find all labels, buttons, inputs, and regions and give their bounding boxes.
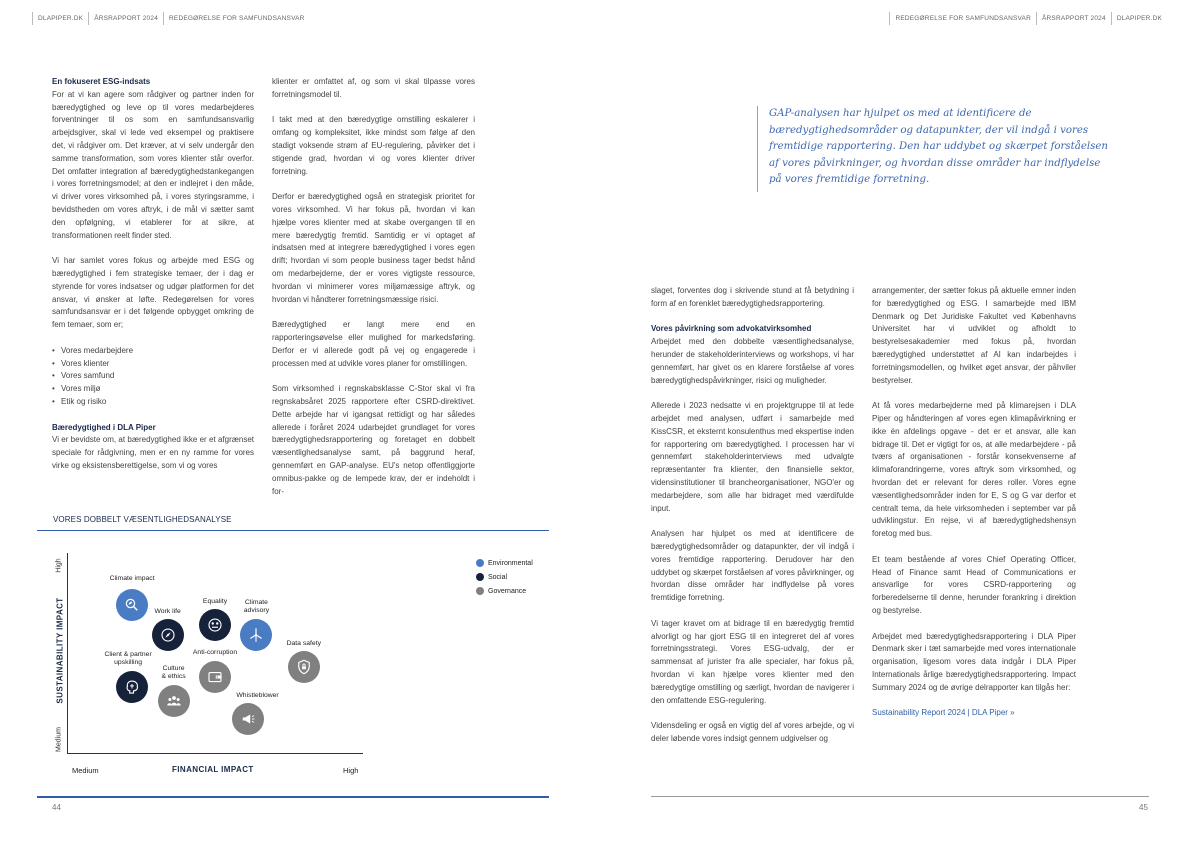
header-link-site[interactable]: DLAPIPER.DK (1111, 12, 1167, 25)
header-link-section[interactable]: REDEGØRELSE FOR SAMFUNDSANSVAR (163, 12, 310, 25)
paragraph: Arbejdet med bæredygtighedsrapportering i DLA Piper Denmark sker i tæt samarbejde med vores internationale organisation, ligesom vores data indgår i DLA Piper Internationals årlige bæredygtighedsrapportering. Impact Summary 2024 og de øvrige delrapporter kan tilgås her: (872, 631, 1076, 692)
data-point-culture-ethics (158, 685, 190, 717)
text-column-1 (52, 76, 254, 486)
paragraph: Derfor er bæredygtighed også en strategisk prioritet for vores virksomhed. Vi har fokus på, hvordan vi kan hjælpe vores klienter med at skabe overgangen til en mere bæredygtig fremtid. Samtidig er vi optaget af indsatsen med at integrere bæredygtighed i vores egen drift; hvordan vi som people business tager bedst hånd om medarbejderne, der er vores vigtigste ressource, hvordan vi minimerer vores miljømæssige aftryk, og hvordan vi håndterer forretningsmæssige risici. (272, 192, 475, 304)
paragraph: klienter er omfattet af, og som vi skal tilpasse vores forretningsmodel til. (272, 77, 475, 99)
section-heading: Vores påvirkning som advokatvirksomhed (651, 324, 812, 334)
section-heading: Bæredygtighed i DLA Piper (52, 422, 156, 432)
header-link-report[interactable]: ÅRSRAPPORT 2024 (88, 12, 163, 25)
page-number-right: 45 (1139, 803, 1148, 812)
wind-turbine-icon (247, 626, 265, 644)
paragraph: Som virksomhed i regnskabsklasse C-Stor skal vi fra regnskabsåret 2025 rapportere efter CSRD-direktivet. Dette arbejde har vi igangsat rettidigt og har således allerede i foråret 2024 udarbejdet grundlaget for vores bæredygtighedsrapportering og foretaget en dobbelt væsentlighedsanalyse samt, på baggrund heraf, gennemført en GAP-analyse. EU's netop offentliggjorte omnibus-pakke og de lempede krav, der er indeholdt i for- (272, 384, 475, 496)
pull-quote: GAP-analysen har hjulpet os med at identificere de bæredygtighedsområder og datapunkter, der vil indgå i vores fremtidige rapportering. Den har uddybet og skærpet forståelsen af vores påvirkninger, og hvordan disse områder har indflydelse på vores fremtidige forretning. (757, 106, 1113, 192)
header-nav-right (889, 12, 1167, 25)
list-item: • Vores samfund (52, 370, 254, 383)
theme-list (52, 345, 254, 409)
paragraph: Arbejdet med den dobbelte væsentlighedsanalyse, herunder de stakeholderinterviews og workshops, vi har gennemført, har givet os en klarere forståelse af vores bæredygtighedspåvirkninger, risici og muligheder. (651, 337, 854, 385)
chart-divider (37, 530, 549, 531)
data-label: Culture & ethics (161, 665, 186, 680)
paragraph: At få vores medarbejderne med på klimarejsen i DLA Piper og håndteringen af vores egen klimapåvirkning er ikke én afdelings opgave - det er et ansvar, alle kan bidrage til. Det er vigtigt for os, at alle medarbejdere - på tværs af organisationen - forstår konsekvenserne af klimaforandringerne, vores aftryk som virksomhed, og hvordan det er relevant for deres roller. Vores egne væsentlighedsområder inden for E, S og G var derfor et centralt tema, da hele virksomheden i september var på udviklingstur. En rejse, vi af bæredygtighedshensyn foretog med bus. (872, 401, 1076, 539)
text-column-2 (272, 76, 475, 511)
legend-swatch (476, 573, 484, 581)
paragraph: Allerede i 2023 nedsatte vi en projektgruppe til at lede arbejdet med analysen, udført i samarbejde med KissCSR, et eksternt konsulenthus med ekspertise inden for rapportering om bæredygtighed. I processen har vi gennemført stakeholderinterviews med udvalgte repræsentanter fra klienter, den finansielle sektor, vidensinstitutioner til brancheorganisationer, NGO'er og medarbejdere, som alle har bidraget med værdifulde input. (651, 401, 854, 513)
data-point-equality (199, 609, 231, 641)
data-label: Climate advisory (243, 599, 270, 614)
data-point-client-partner-upskilling (116, 671, 148, 703)
data-label: Client & partner upskilling (104, 651, 152, 666)
data-point-work-life (152, 619, 184, 651)
text-column-3 (651, 285, 854, 758)
compass-icon (159, 626, 177, 644)
data-label: Work life (154, 608, 181, 615)
page-number-left: 44 (52, 803, 61, 812)
list-item: • Vores miljø (52, 383, 254, 396)
legend-item-social (476, 570, 533, 584)
data-label: Climate impact (109, 575, 155, 582)
header-link-site[interactable]: DLAPIPER.DK (32, 12, 88, 25)
paragraph: Vi tager kravet om at bidrage til en bæredygtig fremtid alvorligt og har gjort ESG til en integreret del af vores forretningsstrategi. Vores ESG-udvalg, der er sammensat af jurister fra alle specialer, har fokus på, hvordan vi kan hjælpe vores klienter med den bæredygtige omstilling og særligt, hvordan de navigerer i den omfattende ESG-regulering. (651, 618, 854, 705)
paragraph: Vidensdeling er også en vigtig del af vores arbejde, og vi deler løbende vores indsigt gennem udgivelser og (651, 721, 854, 743)
paragraph: For at vi kan agere som rådgiver og partner inden for bæredygtighed og leve op til vores medarbejderes forventninger til os som en samfundsansvarlig arbejdsgiver, skal vi lede ved eksempel og praktisere det, vi rådgiver om. Det kræver, at vi selv undergår den samme transformation, som vores klienter står overfor. Det omfatter integration af bæredygtighedstankegangen i vores forretningsmodel; at den er indlejret i den måde, vi driver vores virksomhed på, i vores styringsramme, i bevidstheden om vores aftryk, i de mål vi sætter samt den opfølgning, vi etablerer for at sikre, at transformationen reelt finder sted. (52, 89, 254, 240)
header-nav-left (32, 12, 310, 25)
brain-icon (123, 678, 141, 696)
header-link-report[interactable]: ÅRSRAPPORT 2024 (1036, 12, 1111, 25)
data-label: Data safety (286, 640, 321, 647)
legend-swatch (476, 559, 484, 567)
legend-label: Social (488, 573, 508, 581)
paragraph: Bæredygtighed er langt mere end en rapporteringsøvelse eller mulighed for markedsføring. Derfor er vi allerede godt på vej og engagerede i processen med at udvikle vores planer for omstillingen. (272, 320, 475, 368)
y-axis-line (67, 553, 68, 753)
chart-title: VORES DOBBELT VÆSENTLIGHEDSANALYSE (53, 515, 232, 524)
shield-lock-icon (295, 658, 313, 676)
data-point-anti-corruption (199, 661, 231, 693)
megaphone-icon (239, 710, 257, 728)
paragraph: Vi er bevidste om, at bæredygtighed ikke er et afgrænset speciale for rådgivning, men er en ny ramme for vores virke og eksistensberettigelse, som vi og vores (52, 435, 254, 470)
data-point-whistleblower (232, 703, 264, 735)
section-heading: En fokuseret ESG-indsats (52, 77, 151, 86)
equality-icon (206, 616, 224, 634)
legend-label: Governance (488, 587, 527, 595)
data-point-climate-impact (116, 589, 148, 621)
paragraph: Vi har samlet vores fokus og arbejde med ESG og bæredygtighed i fem strategiske temaer, der i dag er styrende for vores indsatser og udgør platformen for det ansvar, vi ønsker at løfte. Redegørelsen for vores samfundsansvar er i det følgende opbygget omkring de fem temaer, som er; (52, 256, 254, 330)
people-icon (165, 692, 183, 710)
legend-swatch (476, 587, 484, 595)
list-item: • Etik og risiko (52, 396, 254, 409)
x-axis-label: FINANCIAL IMPACT (172, 765, 254, 774)
y-tick-label: High (55, 558, 63, 573)
paragraph: I takt med at den bæredygtige omstilling eskalerer i omfang og kompleksitet, ikke mindst som følge af den stadigt voksende strøm af EU-regulering, påvirker det i stigende grad, hvordan vi og vores klienter driver forretning. (272, 115, 475, 176)
x-tick-label: Medium (72, 766, 99, 775)
header-link-section[interactable]: REDEGØRELSE FOR SAMFUNDSANSVAR (889, 12, 1036, 25)
paragraph: slaget, forventes dog i skrivende stund at få betydning i form af en forenklet bæredygtighedsrapportering. (651, 286, 854, 308)
data-point-data-safety (288, 651, 320, 683)
data-label: Whistleblower (236, 692, 279, 699)
y-tick-label: Medium (55, 727, 63, 752)
x-tick-label: High (343, 766, 359, 775)
list-item: • Vores medarbejdere (52, 345, 254, 358)
chart-legend (476, 556, 533, 598)
sustainability-report-link[interactable]: Sustainability Report 2024 | DLA Piper » (872, 708, 1015, 718)
page-footer-rule-right (651, 796, 1149, 797)
legend-label: Environmental (488, 559, 533, 567)
list-item: • Vores klienter (52, 358, 254, 371)
legend-item-governance (476, 584, 533, 598)
x-axis-line (67, 753, 363, 754)
leaf-search-icon (123, 596, 141, 614)
data-point-climate-advisory (240, 619, 272, 651)
text-column-4 (872, 285, 1076, 733)
data-label: Anti-corruption (192, 649, 238, 656)
data-label: Equality (202, 598, 228, 605)
paragraph: Analysen har hjulpet os med at identificere de bæredygtighedsområder og datapunkter, der vil indgå i vores fremtidige rapportering. Derudover har den uddybet og skærpet forståelsen af vores påvirkninger, og hvordan disse områder har indflydelse på vores fremtidige forretning. (651, 529, 854, 603)
paragraph: Et team bestående af vores Chief Operating Officer, Head of Finance samt Head of Communications er ansvarlige for vores CSRD-rapportering og forberedelserne til denne, herunder forankring i direktion og bestyrelse. (872, 554, 1076, 615)
wallet-icon (206, 668, 224, 686)
y-axis-label: SUSTAINABILITY IMPACT (55, 597, 65, 704)
paragraph: arrangementer, der sætter fokus på aktuelle emner inden for bæredygtighed og ESG. I samarbejde med IBM Denmark og Det Juridiske Fakultet ved Københavns Universitet har vi udviklet og afholdt to bestyrelsesakademier med fokus på, hvordan bæredygtighed understøttet af AI kan indarbejdes i forretningsmodellen, og hvilket øget ansvar, der påhviler bestyrelser. (872, 286, 1076, 385)
legend-item-environmental (476, 556, 533, 570)
page-footer-rule-left (37, 796, 549, 798)
